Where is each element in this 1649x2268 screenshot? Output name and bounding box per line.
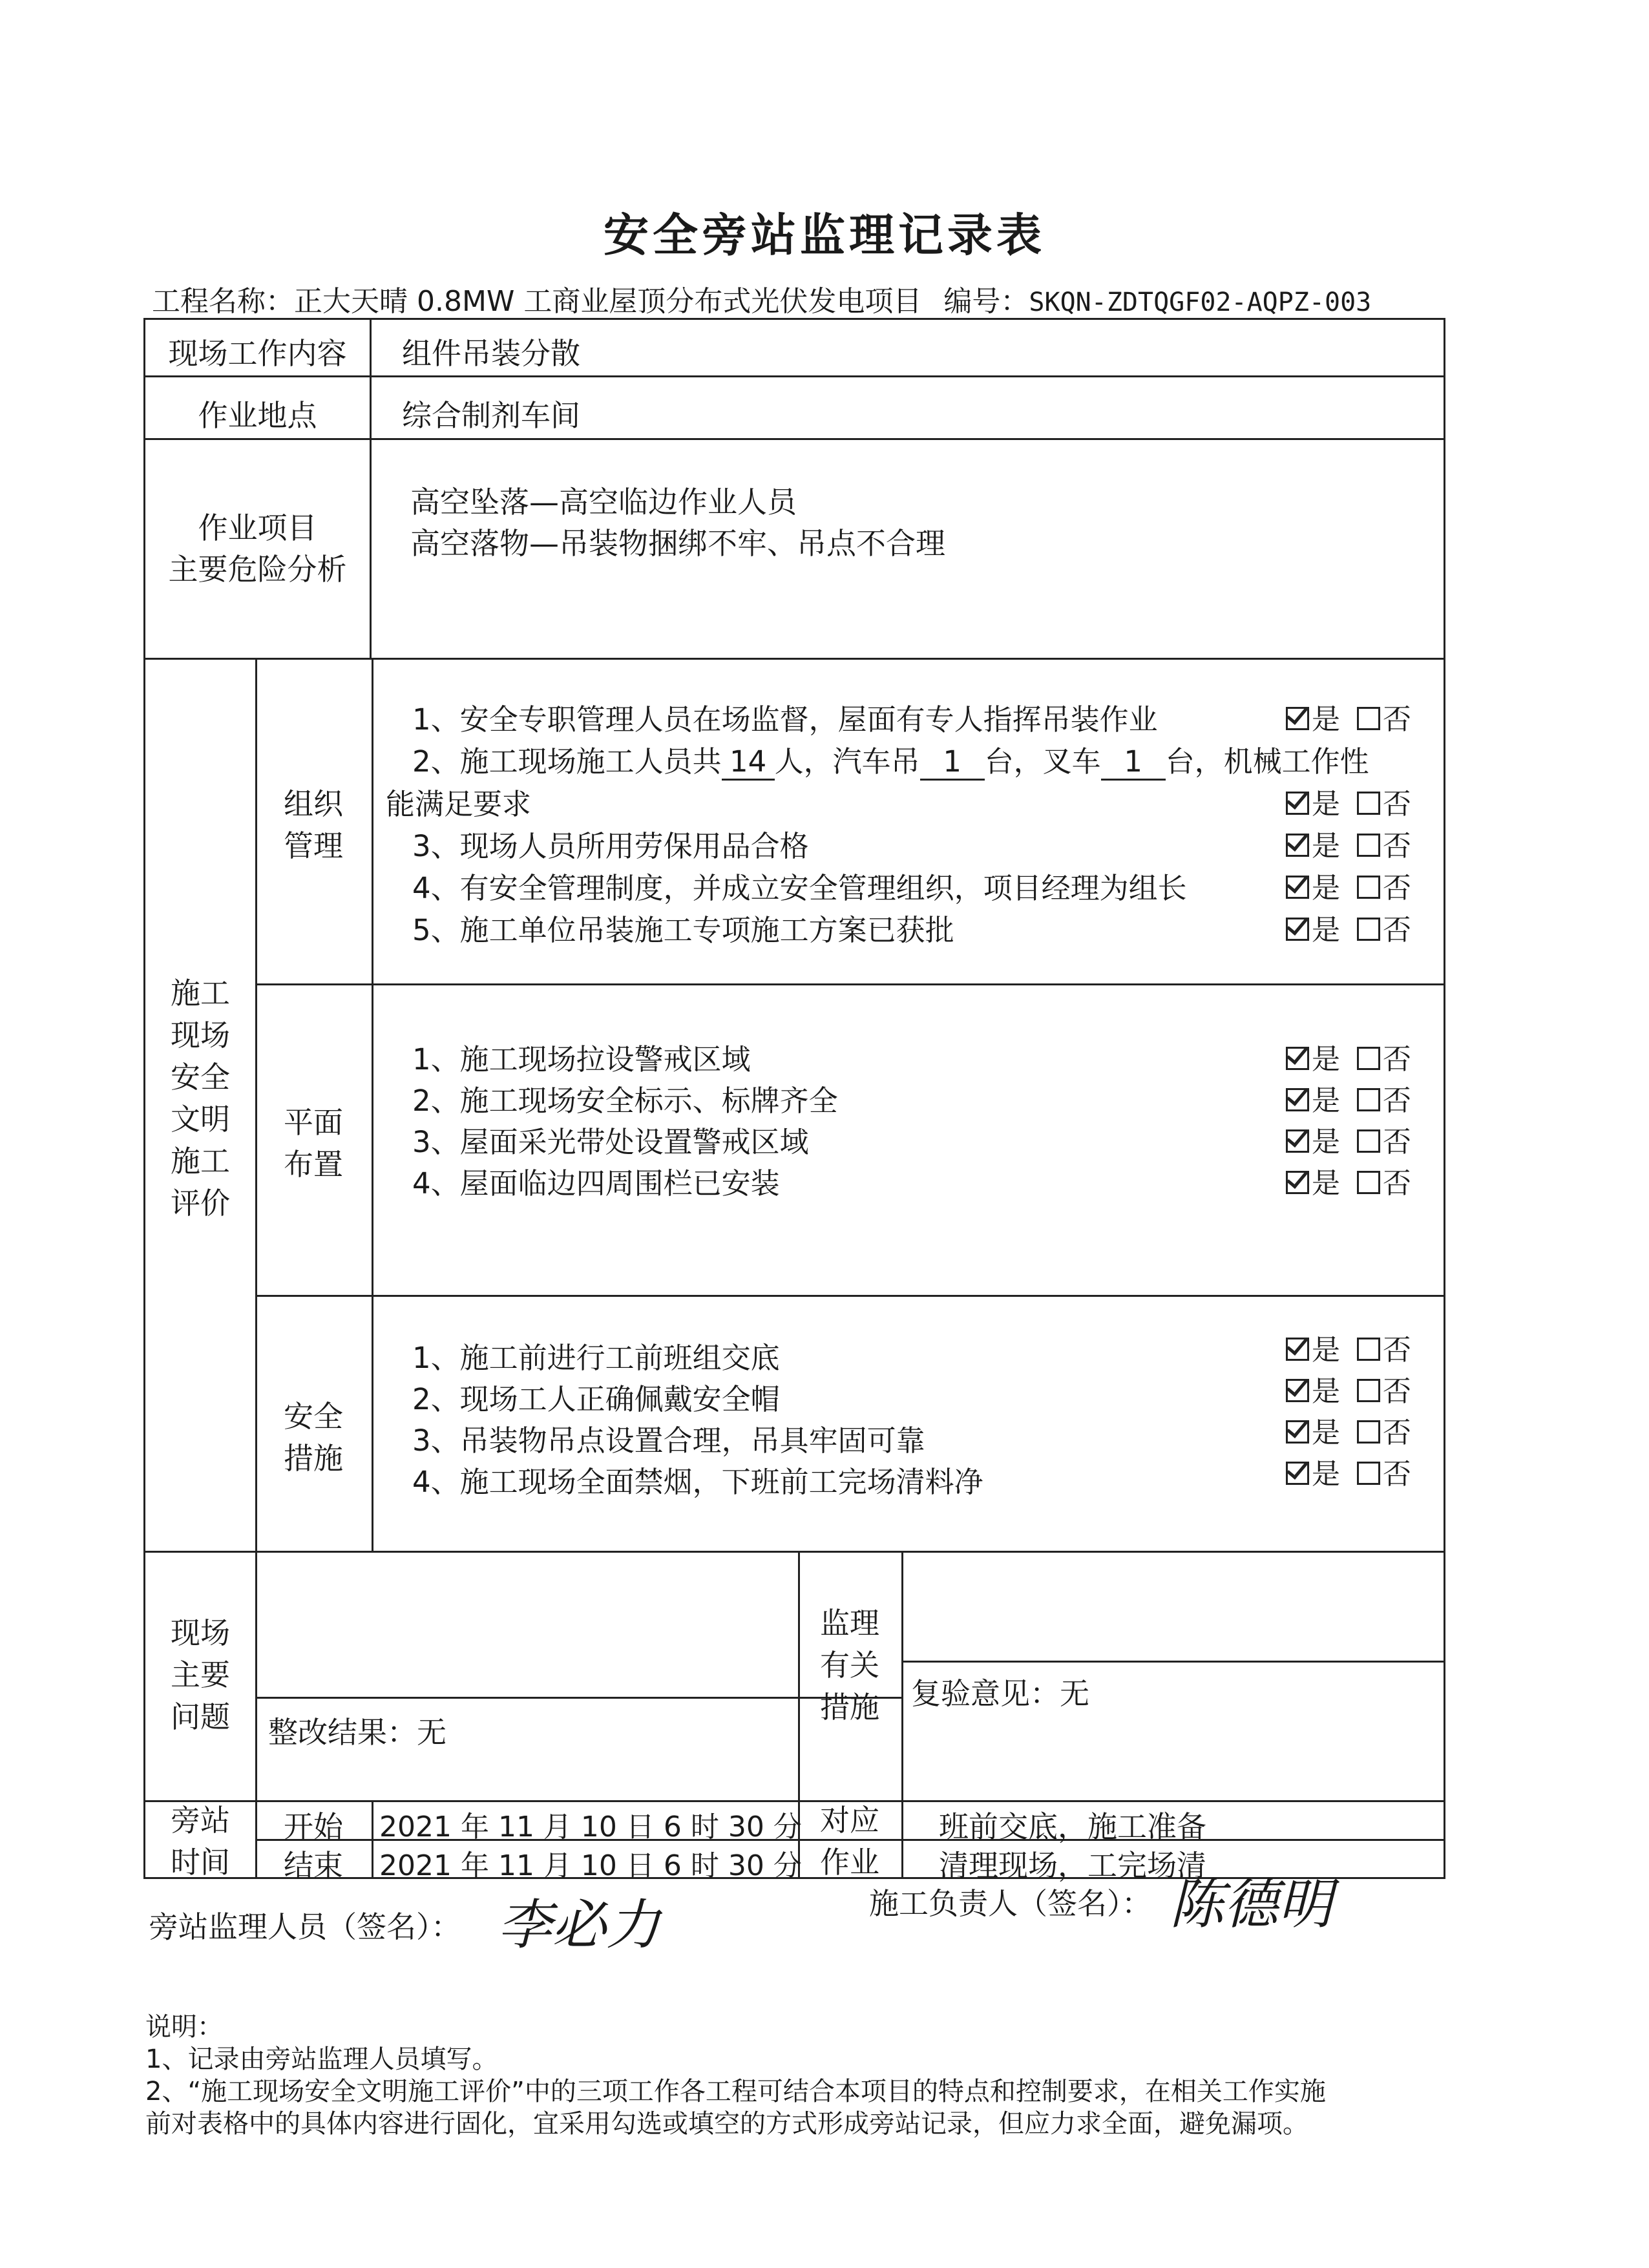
rule bbox=[372, 658, 373, 1551]
measures-label-char: 措施 bbox=[820, 1690, 879, 1725]
start-time: 2021 年 11 月 10 日 6 时 30 分 bbox=[379, 1811, 802, 1843]
safety-label-line2: 措施 bbox=[284, 1441, 343, 1476]
rectification-result: 整改结果：无 bbox=[268, 1715, 446, 1750]
checklist-item: 2、施工现场安全标示、标牌齐全 bbox=[412, 1084, 838, 1118]
rule bbox=[370, 320, 372, 658]
yes-label: 是 bbox=[1312, 914, 1340, 947]
yes-no-choice[interactable] bbox=[1286, 1118, 1411, 1160]
checked-box-icon[interactable] bbox=[1286, 1047, 1309, 1070]
organization-label-line2: 管理 bbox=[284, 828, 343, 863]
checked-box-icon[interactable] bbox=[1286, 834, 1309, 857]
yes-label: 是 bbox=[1312, 1334, 1340, 1367]
location-value: 综合制剂车间 bbox=[402, 398, 580, 433]
project-name: 正大天晴 0.8MW 工商业屋顶分布式光伏发电项目 bbox=[294, 285, 922, 318]
checked-box-icon[interactable] bbox=[1286, 1129, 1309, 1153]
yes-label: 是 bbox=[1312, 1043, 1340, 1076]
layout-label-line1: 平面 bbox=[284, 1105, 343, 1140]
rule bbox=[145, 375, 1444, 377]
safety-label-line1: 安全 bbox=[284, 1399, 343, 1434]
issues-label bbox=[145, 1612, 255, 1738]
no-label: 否 bbox=[1383, 788, 1411, 821]
supervisor-signature-label: 旁站监理人员（签名）： bbox=[149, 1909, 461, 1944]
item-text: 台，叉车 bbox=[984, 744, 1101, 779]
crane-count[interactable]: 1 bbox=[920, 744, 985, 781]
no-label: 否 bbox=[1383, 830, 1411, 863]
unchecked-box-icon[interactable] bbox=[1357, 834, 1380, 857]
evaluation-label-char: 文明 bbox=[171, 1102, 230, 1137]
unchecked-box-icon[interactable] bbox=[1357, 876, 1380, 899]
unchecked-box-icon[interactable] bbox=[1357, 1420, 1380, 1444]
rule bbox=[145, 438, 1444, 440]
header-line bbox=[152, 278, 1371, 319]
unchecked-box-icon[interactable] bbox=[1357, 707, 1380, 730]
yes-no-choice[interactable] bbox=[1286, 865, 1411, 906]
hazard-line: 高空落物—吊装物捆绑不牢、吊点不合理 bbox=[410, 526, 945, 561]
hazard-label bbox=[145, 507, 370, 590]
corresponding-work-label bbox=[798, 1800, 901, 1884]
no-label: 否 bbox=[1383, 914, 1411, 947]
measures-label-char: 有关 bbox=[820, 1648, 879, 1683]
notes-title: 说明： bbox=[145, 2012, 223, 2042]
no-label: 否 bbox=[1383, 1084, 1411, 1117]
checklist-item: 1、施工现场拉设警戒区域 bbox=[412, 1042, 751, 1076]
issues-label-char: 问题 bbox=[171, 1699, 230, 1734]
end-label: 结束 bbox=[284, 1848, 343, 1883]
checked-box-icon[interactable] bbox=[1286, 1088, 1309, 1111]
unchecked-box-icon[interactable] bbox=[1357, 1129, 1380, 1153]
checklist-item: 3、屋面采光带处设置警戒区域 bbox=[412, 1125, 809, 1159]
evaluation-label-char: 评价 bbox=[171, 1186, 230, 1221]
yes-no-choice[interactable] bbox=[1286, 1036, 1411, 1077]
rule bbox=[901, 1661, 1444, 1663]
contractor-signature-label: 施工负责人（签名）： bbox=[869, 1886, 1151, 1921]
checklist-item bbox=[412, 738, 1369, 781]
hazard-line: 高空坠落—高空临边作业人员 bbox=[410, 485, 797, 520]
item-text: 台，机械工作性 bbox=[1165, 744, 1369, 779]
safety-label bbox=[255, 1396, 372, 1480]
yes-label: 是 bbox=[1312, 830, 1340, 863]
time-label-line2: 时间 bbox=[171, 1845, 230, 1880]
no-label: 否 bbox=[1383, 1126, 1411, 1159]
corr-label-line1: 对应 bbox=[820, 1803, 879, 1838]
note-line: 前对表格中的具体内容进行固化，宜采用勾选或填空的方式形成旁站记录，但应力求全面，避免漏项。 bbox=[145, 2109, 1308, 2139]
rule bbox=[145, 1551, 1444, 1553]
evaluation-label-char: 施工 bbox=[171, 976, 230, 1011]
issues-label-char: 主要 bbox=[171, 1657, 230, 1692]
yes-label: 是 bbox=[1312, 703, 1340, 736]
yes-label: 是 bbox=[1312, 1458, 1340, 1491]
project-label: 工程名称： bbox=[152, 285, 294, 318]
location-label: 作业地点 bbox=[198, 398, 317, 433]
hazard-label-line1: 作业项目 bbox=[198, 510, 317, 545]
yes-no-choice[interactable] bbox=[1286, 907, 1411, 948]
rule bbox=[372, 1800, 373, 1877]
measures-label bbox=[798, 1602, 901, 1728]
checked-box-icon[interactable] bbox=[1286, 1420, 1309, 1444]
note-line: 2、“施工现场安全文明施工评价”中的三项工作各工程可结合本项目的特点和控制要求，在相关工作实施 bbox=[145, 2077, 1326, 2106]
yes-label: 是 bbox=[1312, 872, 1340, 905]
yes-label: 是 bbox=[1312, 1416, 1340, 1449]
checked-box-icon[interactable] bbox=[1286, 792, 1309, 815]
unchecked-box-icon[interactable] bbox=[1357, 918, 1380, 941]
yes-no-choice[interactable] bbox=[1286, 1368, 1411, 1409]
unchecked-box-icon[interactable] bbox=[1357, 1379, 1380, 1402]
unchecked-box-icon[interactable] bbox=[1357, 1338, 1380, 1361]
rule bbox=[255, 1295, 1444, 1297]
yes-label: 是 bbox=[1312, 1167, 1340, 1200]
no-label: 否 bbox=[1383, 872, 1411, 905]
no-label: 否 bbox=[1383, 1458, 1411, 1491]
measures-label-char: 监理 bbox=[820, 1606, 879, 1641]
checklist-item: 2、现场工人正确佩戴安全帽 bbox=[412, 1382, 780, 1416]
checked-box-icon[interactable] bbox=[1286, 1379, 1309, 1402]
no-label: 否 bbox=[1383, 703, 1411, 736]
rule bbox=[901, 1551, 903, 1877]
work-content-label: 现场工作内容 bbox=[168, 336, 347, 371]
checked-box-icon[interactable] bbox=[1286, 1462, 1309, 1485]
rule bbox=[145, 658, 1444, 660]
checked-box-icon[interactable] bbox=[1286, 1338, 1309, 1361]
unchecked-box-icon[interactable] bbox=[1357, 1171, 1380, 1194]
checklist-item: 1、施工前进行工前班组交底 bbox=[412, 1341, 780, 1375]
contractor-signature-row bbox=[869, 1880, 1151, 1923]
evaluation-label-char: 施工 bbox=[171, 1144, 230, 1179]
supervisor-signature-row bbox=[149, 1904, 461, 1946]
yes-label: 是 bbox=[1312, 1375, 1340, 1408]
checked-box-icon[interactable] bbox=[1286, 918, 1309, 941]
note-line: 1、记录由旁站监理人员填写。 bbox=[145, 2044, 498, 2074]
no-label: 否 bbox=[1383, 1043, 1411, 1076]
unchecked-box-icon[interactable] bbox=[1357, 792, 1380, 815]
no-label: 否 bbox=[1383, 1375, 1411, 1408]
evaluation-label-char: 现场 bbox=[171, 1018, 230, 1053]
page-title: 安全旁站监理记录表 bbox=[604, 209, 1045, 262]
start-label: 开始 bbox=[284, 1809, 343, 1844]
time-label-line1: 旁站 bbox=[171, 1803, 230, 1838]
layout-label-line2: 布置 bbox=[284, 1147, 343, 1182]
checklist-item: 4、施工现场全面禁烟，下班前工完场清料净 bbox=[412, 1465, 983, 1499]
corr-label-line2: 作业 bbox=[820, 1845, 879, 1880]
layout-label bbox=[255, 1102, 372, 1186]
rule bbox=[255, 983, 1444, 985]
yes-no-choice[interactable] bbox=[1286, 696, 1411, 737]
rule bbox=[145, 1800, 1444, 1802]
no-label: 否 bbox=[1383, 1334, 1411, 1367]
checklist-item: 4、屋面临边四周围栏已安装 bbox=[412, 1166, 780, 1201]
work-content-value: 组件吊装分散 bbox=[402, 336, 580, 371]
yes-no-choice[interactable] bbox=[1286, 1160, 1411, 1201]
hazard-label-line2: 主要危险分析 bbox=[168, 552, 347, 587]
yes-label: 是 bbox=[1312, 1126, 1340, 1159]
item-text: 2、施工现场施工人员共 bbox=[412, 744, 722, 779]
checked-box-icon[interactable] bbox=[1286, 707, 1309, 730]
checklist-item: 1、安全专职管理人员在场监督，屋面有专人指挥吊装作业 bbox=[412, 702, 1158, 737]
yes-label: 是 bbox=[1312, 1084, 1340, 1117]
evaluation-label-char: 安全 bbox=[171, 1060, 230, 1095]
forklift-count[interactable]: 1 bbox=[1101, 744, 1166, 781]
checklist-item: 5、施工单位吊装施工专项施工方案已获批 bbox=[412, 913, 954, 947]
checklist-item: 3、现场人员所用劳保用品合格 bbox=[412, 829, 809, 863]
checked-box-icon[interactable] bbox=[1286, 876, 1309, 899]
checklist-item-continued: 能满足要求 bbox=[386, 787, 532, 821]
no-label: 否 bbox=[1383, 1167, 1411, 1200]
contractor-signature: 陈德明 bbox=[1170, 1873, 1333, 1936]
supervisor-signature: 李必力 bbox=[498, 1893, 661, 1957]
checklist-item: 3、吊装物吊点设置合理，吊具牢固可靠 bbox=[412, 1423, 925, 1458]
no-label: 否 bbox=[1383, 1416, 1411, 1449]
review-opinion: 复验意见：无 bbox=[911, 1676, 1089, 1711]
yes-no-choice[interactable] bbox=[1286, 1451, 1411, 1492]
corresponding-end-work: 清理现场，工完场清 bbox=[939, 1848, 1206, 1883]
checklist-item: 4、有安全管理制度，并成立安全管理组织，项目经理为组长 bbox=[412, 871, 1187, 905]
evaluation-label bbox=[145, 972, 255, 1224]
yes-label: 是 bbox=[1312, 788, 1340, 821]
end-time: 2021 年 11 月 10 日 6 时 30 分 bbox=[379, 1849, 802, 1882]
yes-no-choice[interactable] bbox=[1286, 781, 1411, 822]
yes-no-choice[interactable] bbox=[1286, 1409, 1411, 1451]
time-label bbox=[145, 1800, 255, 1884]
yes-no-choice[interactable] bbox=[1286, 823, 1411, 864]
checked-box-icon[interactable] bbox=[1286, 1171, 1309, 1194]
hazard-analysis bbox=[410, 481, 945, 564]
organization-label-line1: 组织 bbox=[284, 786, 343, 821]
organization-label bbox=[255, 783, 372, 867]
yes-no-choice[interactable] bbox=[1286, 1077, 1411, 1118]
issues-label-char: 现场 bbox=[171, 1615, 230, 1650]
unchecked-box-icon[interactable] bbox=[1357, 1462, 1380, 1485]
number-label: 编号： bbox=[943, 285, 1029, 318]
yes-no-choice[interactable] bbox=[1286, 1327, 1411, 1368]
unchecked-box-icon[interactable] bbox=[1357, 1047, 1380, 1070]
unchecked-box-icon[interactable] bbox=[1357, 1088, 1380, 1111]
record-number: SKQN-ZDTQGF02-AQPZ-003 bbox=[1029, 288, 1372, 317]
record-table bbox=[143, 318, 1445, 1883]
corresponding-start-work: 班前交底，施工准备 bbox=[939, 1809, 1206, 1844]
workers-count[interactable]: 14 bbox=[722, 744, 775, 781]
item-text: 人，汽车吊 bbox=[774, 744, 920, 779]
